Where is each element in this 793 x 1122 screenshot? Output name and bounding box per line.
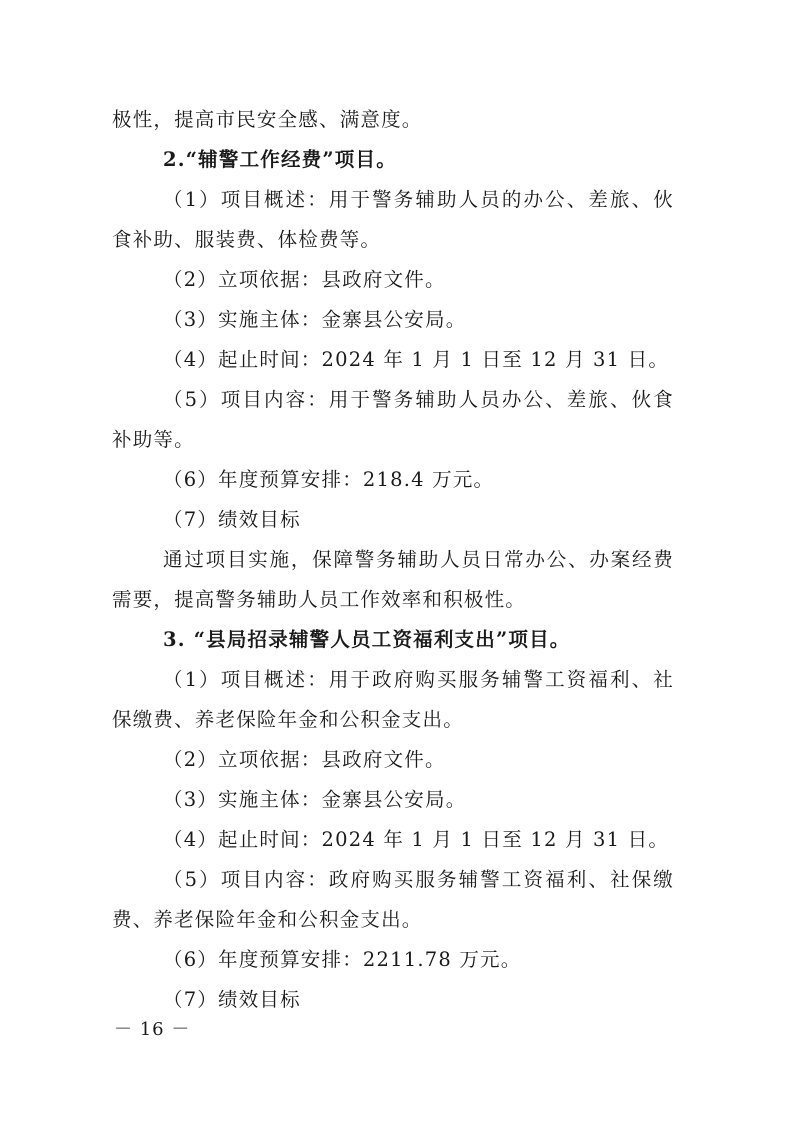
section-heading-3: 3. “县局招录辅警人员工资福利支出”项目。	[163, 628, 571, 651]
text-line: （1）项目概述：用于警务辅助人员的办公、差旅、伙	[163, 188, 674, 211]
section-heading-2: 2.“辅警工作经费”项目。	[163, 148, 397, 171]
text-line: 需要，提高警务辅助人员工作效率和积极性。	[112, 588, 527, 611]
text-line: （5）项目内容：政府购买服务辅警工资福利、社保缴	[163, 868, 674, 891]
text-line: （4）起止时间：2024 年 1 月 1 日至 12 月 31 日。	[163, 828, 670, 851]
text-line: （4）起止时间：2024 年 1 月 1 日至 12 月 31 日。	[163, 348, 670, 371]
text-line: 极性，提高市民安全感、满意度。	[112, 108, 423, 131]
text-line: 费、养老保险年金和公积金支出。	[112, 908, 423, 931]
text-line: （3）实施主体：金寨县公安局。	[163, 308, 467, 331]
text-line: （7）绩效目标	[163, 508, 301, 531]
text-line: （5）项目内容：用于警务辅助人员办公、差旅、伙食	[163, 388, 674, 411]
text-line: 食补助、服装费、体检费等。	[112, 228, 382, 251]
text-line: 保缴费、养老保险年金和公积金支出。	[112, 708, 464, 731]
page-number: － 16 －	[114, 1019, 191, 1040]
text-line: （6）年度预算安排：218.4 万元。	[163, 468, 495, 491]
text-line: （2）立项依据：县政府文件。	[163, 748, 446, 771]
text-line: （3）实施主体：金寨县公安局。	[163, 788, 467, 811]
text-line: （1）项目概述：用于政府购买服务辅警工资福利、社	[163, 668, 674, 691]
text-line: （7）绩效目标	[163, 988, 301, 1011]
text-line: 通过项目实施，保障警务辅助人员日常办公、办案经费	[163, 548, 674, 571]
text-line: 补助等。	[112, 428, 195, 451]
text-line: （6）年度预算安排：2211.78 万元。	[163, 948, 522, 971]
text-line: （2）立项依据：县政府文件。	[163, 268, 446, 291]
